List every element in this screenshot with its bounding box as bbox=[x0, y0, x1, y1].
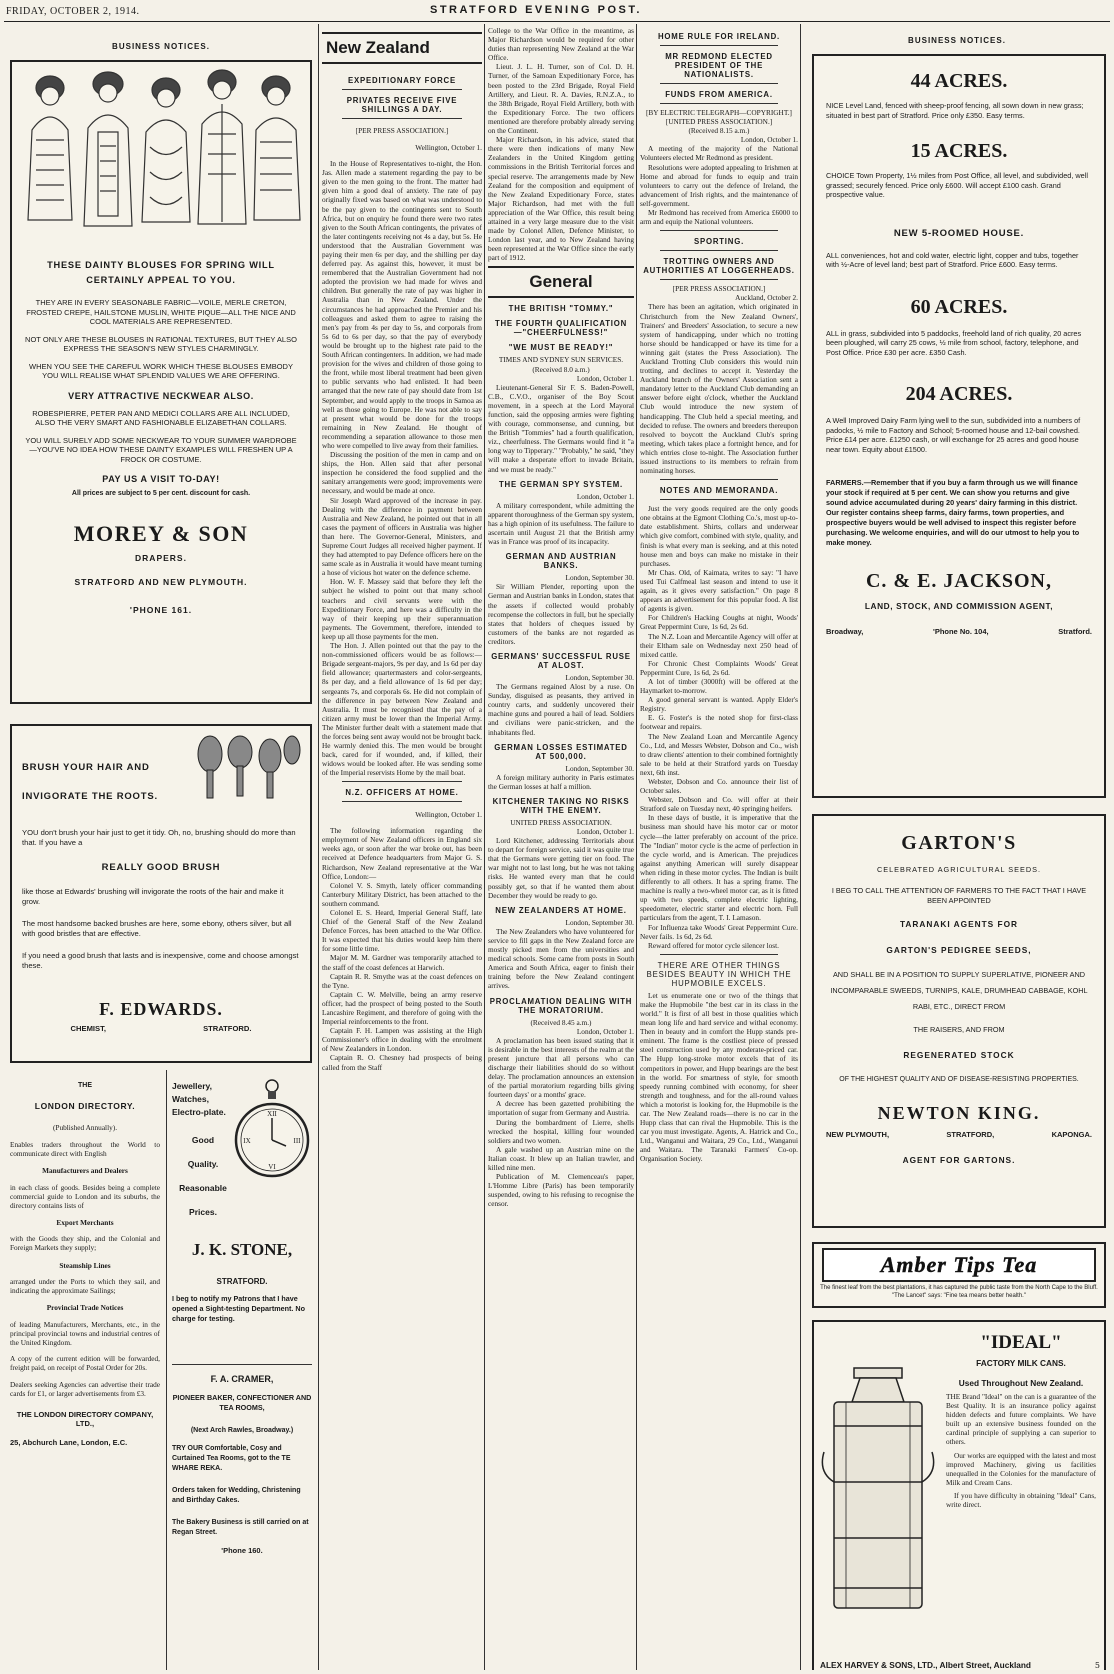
article-headline: THE GERMAN SPY SYSTEM. bbox=[498, 479, 624, 489]
received-time: (Received 8.15 a.m.) bbox=[688, 126, 750, 136]
note-item: The N.Z. Loan and Mercantile Agency will offer at their Eltham sale on Wednesday next 250 head of mixed cattle. bbox=[640, 631, 798, 659]
morey-son-advertisement bbox=[10, 60, 312, 704]
listing-body: NICE Level Land, fenced with sheep-proof fencing, all sown down in new grass; situated in best part of Stratford. Price only £350. Easy terms. bbox=[826, 101, 1084, 120]
article-paragraph: Sir Joseph Ward approved of the increase in pay. Dealing with the difference in payment between Australia and New Zealand, he pointed out that in all cases the payment of officers in Australia was higher than here. The Governor-General, Ministers, and Supreme Court Judges all received higher payment. If they had attempted to pay Defence officers here on the same scale as in Australia it would have meant turning a hose of vicious hot water on the defence scheme. bbox=[322, 495, 482, 578]
directory-text: Enables traders throughout the World to communicate direct with English bbox=[10, 1140, 160, 1159]
neckwear-paragraph: ROBESPIERRE, PETER PAN AND MEDICI COLLARS ARE ALL INCLUDED, ALSO THE VERY SMART AND FASHIONABLE ELIZABETHAN COLLARS. bbox=[32, 408, 290, 427]
note-item: E. G. Foster's is the noted shop for first-class footwear and repairs. bbox=[640, 713, 798, 732]
article-headline: HOME RULE FOR IRELAND. bbox=[658, 32, 780, 41]
article-paragraph: A meeting of the majority of the National Volunteers elected Mr Redmond as president. bbox=[640, 144, 798, 163]
article-paragraph: Let us enumerate one or two of the things that make the Hupmobile "the best car in its class in the world." It is first of all best in those qualities which mean long life and hard service and withal economy. Then in beauty and in comfort the Hupp stands pre-eminent. The frame is the costliest piece of pressed steel construction used by any moderate-priced car. The Hupp long-stroke motor excels that of its competitors in power, and Hupp bearings are the best in the world. For smartness of style, for smooth speedy running combined with economy, for sheer strength and toughness, and for the all-round values which a motorist is looking for, the Hupmobile is the car. The New Zealand roads—there is no car in the Hupp class that can rival the Hupmobile. This is the car you must investigate. Agents, A. Hatrick and Co., Ltd., Wanganui and Waitara, 29 Co., Ltd., Wanganui and Waitara. The Taranaki Farmers' Co-op. Organisation Society. bbox=[640, 990, 798, 1164]
article-paragraph: The following information regarding the employment of New Zealand officers in England six weeks ago, or soon after the war broke out, has been received at Defence headquarters from Major G. S. Richardson, New Zealand representative at the War Office, London:— bbox=[322, 826, 482, 881]
brush-paragraph: YOU don't brush your hair just to get it tidy. Oh, no, brushing should do more than that. If you have a bbox=[22, 828, 296, 847]
article-paragraph: Lieut. J. L. H. Turner, son of Col. D. H. Turner, of the Samoan Expeditionary Force, has been posted to the 23rd Brigade, Royal Field Artillery, and Lieut. R. A. Davies, R.N.Z.A., to the 38th Brigade, Royal Field Artillery, both with the Expeditionary Force. The two officers mentioned are therefore probably already serving on the Continent. bbox=[488, 62, 634, 136]
ideal-paragraph: THE Brand "Ideal" on the can is a guarantee of the Best Quality. It is an insurance policy against hidden defects and future complaints. We have built up an extensive business founded on the cardinal principle of supplying a can superior to others. bbox=[946, 1392, 1096, 1447]
page-header bbox=[0, 4, 1114, 20]
dateline: London, September 30. bbox=[565, 917, 634, 927]
article-paragraph: A foreign military authority in Paris estimates the German losses at half a million. bbox=[488, 772, 634, 791]
newton-king-agent: AGENT FOR GARTONS. bbox=[902, 1155, 1016, 1165]
dateline: London, October 1. bbox=[740, 135, 798, 145]
edwards-brush-advertisement bbox=[10, 724, 312, 1063]
article-paragraph: Major M. M. Gardner was temporarily attached to the staff of the coast defences at Harwich. bbox=[322, 953, 482, 972]
column-rule bbox=[318, 24, 319, 1670]
newton-king-town: NEW PLYMOUTH, bbox=[826, 1130, 890, 1139]
press-association: [PER PRESS ASSOCIATION.] bbox=[672, 284, 766, 294]
page-number: 5 bbox=[1094, 1661, 1100, 1670]
stone-notice: I beg to notify my Patrons that I have opened a Sight-testing Department. No charge for testing. bbox=[172, 1293, 305, 1323]
stone-items: Jewellery, Watches, Electro-plate. bbox=[172, 1081, 226, 1117]
section-heading: EXPEDITIONARY FORCE bbox=[348, 76, 456, 85]
gartons-title: GARTON'S bbox=[901, 832, 1017, 854]
listing-body: A Well Improved Dairy Farm lying well to the sun, subdivided into a numbers of padocks, ½ mile to Factory and School; 5-roomed house and 12-bail cowshed. Price £14 per acre. £1250 cash, or will exchange for 25 acres and good house near town. Equity about £1500. bbox=[826, 416, 1081, 454]
ideal-subtitle: FACTORY MILK CANS. bbox=[976, 1358, 1066, 1368]
article-headline: MR REDMOND ELECTED PRESIDENT OF THE NATIONALISTS. bbox=[665, 52, 773, 79]
dateline: London, October 1. bbox=[576, 827, 634, 836]
article-paragraph: Captain R. O. Chesney had prospects of being called from the Staff bbox=[322, 1053, 482, 1072]
directory-text: Dealers seeking Agencies can advertise their trade cards for £1, or larger advertisements from £3. bbox=[10, 1379, 160, 1398]
article-paragraph: Hon. W. F. Massey said that before they left the subject he wished to point out that many school teachers and civil servants were with the Expeditionary Force, and here was a difficulty in the way of their keeping up their superannuation payments. The Government, therefore, intended to keep up all those payments for the men. bbox=[322, 577, 482, 641]
hupmobile-headline: THERE ARE OTHER THINGS BESIDES BEAUTY IN WHICH THE HUPMOBILE EXCELS. bbox=[646, 960, 792, 988]
brush-paragraph: If you need a good brush that lasts and is inexpensive, come and choose amongst these. bbox=[22, 951, 299, 970]
cramer-bakery: The Bakery Business is still carried on at Regan Street. bbox=[172, 1519, 309, 1536]
directory-subhead: Provincial Trade Notices bbox=[46, 1303, 124, 1313]
article-paragraph: The New Zealanders who have volunteered for service to fill gaps in the New Zealand force are mostly picked men from the universities and medical schools. Some came from posts in South America and South Africa, eager to finish their training before the New Zealand contingent arrives. bbox=[488, 926, 634, 991]
article-headline: GERMAN AND AUSTRIAN BANKS. bbox=[505, 552, 617, 571]
blouse-paragraph: NOT ONLY ARE THESE BLOUSES IN RATIONAL TEXTURES, BUT THEY ALSO EXPRESS THE SEASON'S NEW STYLES CHARMINGLY. bbox=[25, 334, 297, 353]
note-item: Mr Chas. Old, of Kaimata, writes to say: "I have used Tui Calfmeal last season and intend to use it again, as it gives every satisfaction." On page 8 appears an advertisement for this popular food. A list of agents is given. bbox=[640, 567, 798, 614]
article-headline: NEW ZEALANDERS AT HOME. bbox=[495, 905, 627, 915]
article-paragraph: Publication of M. Clemenceau's paper, L'Homme Libre (Paris) has been temporarily suspended, owing to his refusing to recognise the censor. bbox=[488, 1172, 634, 1209]
neckwear-paragraph: YOU WILL SURELY ADD SOME NECKWEAR TO YOUR SUMMER WARDROBE—YOU'VE NO IDEA HOW THESE DAINTY EXAMPLES WILL FRESHEN UP A FROCK OR COSTUME. bbox=[25, 435, 297, 464]
gartons-text: THE RAISERS, AND FROM bbox=[913, 1025, 1005, 1034]
article-paragraph: The Germans regained Alost by a ruse. On Sunday, disguised as peasants, they arrived in country carts, and suddenly uncovered their machine guns and poured a hail of lead. Soldiers and civilians were panic-stricken, and the inhabitants fled. bbox=[488, 682, 634, 737]
header-rule bbox=[4, 21, 1110, 22]
listing-title: 44 ACRES. bbox=[910, 70, 1008, 92]
article-paragraph: Lieutenant-General Sir F. S. Baden-Powell, C.B., C.V.O., organiser of the Boy Scout movement, in a speech at the Lord Mayoral function, said the opposing armies were fighting with courage, commonsense, and cunning, but the British "Tommies" had a fourth qualification, viz., cheerfulness. The Germans would find it "a long way to Tipperary." "Probably," he said, "they will make a desperate effort to invade Britain, and we must be ready." bbox=[488, 382, 634, 474]
article-paragraph: A gale washed up an Austrian mine on the Italian coast. It blew up an Italian trawler, and killed nine men. bbox=[488, 1144, 634, 1172]
listing-title: 15 ACRES. bbox=[910, 140, 1008, 162]
blouse-illustration bbox=[12, 62, 306, 252]
directory-text: in each class of goods. Besides being a complete commercial guide to London and its suburbs, the directory contains lists of bbox=[10, 1182, 160, 1210]
blouse-headline: THESE DAINTY BLOUSES FOR SPRING WILL CERTAINLY APPEAL TO YOU. bbox=[47, 260, 275, 285]
wire-source: [BY ELECTRIC TELEGRAPH—COPYRIGHT.] [UNITED PRESS ASSOCIATION.] bbox=[645, 108, 792, 127]
article-paragraph: Colonel E. S. Heard, Imperial General Staff, late Chief of the General Staff of the New Zealand Defence Forces, has been attached to the War Office. It was expected that his duties would keep him there for some little time. bbox=[322, 907, 482, 954]
wire-source: TIMES AND SYDNEY SUN SERVICES. bbox=[498, 355, 624, 365]
directory-text: with the Goods they ship, and the Colonial and Foreign Markets they supply; bbox=[10, 1234, 160, 1253]
article-headline: PROCLAMATION DEALING WITH THE MORATORIUM. bbox=[489, 996, 633, 1015]
article-paragraph: A decree has been gazetted prohibiting the importation of sugar from Germany and Austria. bbox=[488, 1099, 634, 1118]
ideal-paragraph: If you have difficulty in obtaining "Ideal" Cans, write direct. bbox=[946, 1490, 1096, 1510]
note-item: For Children's Hacking Coughs at night, Woods' Great Peppermint Cure, 1s 6d, 2s 6d. bbox=[640, 613, 798, 632]
listing-body: CHOICE Town Property, 1½ miles from Post Office, all level, and subdivided, well grassed; securely fenced. Price only £600. Will accept £100 cash. Grand prospective value. bbox=[826, 171, 1088, 199]
newton-king-town: KAPONGA. bbox=[1051, 1130, 1092, 1139]
article-headline: GERMAN LOSSES ESTIMATED AT 500,000. bbox=[494, 742, 628, 761]
listing-body: ALL conveniences, hot and cold water, electric light, copper and tubs, together with ½-Acre of level land; best part of Stratford. Price £600. Easy terms. bbox=[826, 250, 1079, 269]
cramer-trade: PIONEER BAKER, CONFECTIONER AND TEA ROOMS, bbox=[172, 1393, 312, 1412]
note-item: In these days of bustle, it is imperative that the business man should have his motor car or motor cycle—the latter preferably on account of the price. The "Indian" motor cycle is the acme of perfection in the cycle world, and is American. The prejudices against anything American will surely disappear when riding in these motor cycles. The Indian is built differently to all others. It has a spring frame. The machine is really a two-wheel motor car, as it is fitted up with two speeds, complete electric lighting, speedometer, electric starter and electric horn. Full particulars from the agent, T. I. Lamason. bbox=[640, 813, 798, 923]
press-association: [PER PRESS ASSOCIATION.] bbox=[355, 126, 449, 136]
stone-town: STRATFORD. bbox=[216, 1276, 268, 1286]
gartons-text: OF THE HIGHEST QUALITY AND OF DISEASE-RESISTING PROPERTIES. bbox=[839, 1076, 1079, 1083]
gartons-text: REGENERATED STOCK bbox=[903, 1050, 1015, 1060]
directory-subhead: Manufacturers and Dealers bbox=[42, 1166, 128, 1176]
note-item: The New Zealand Loan and Mercantile Agency Co., Ltd, and Messrs Webster, Dobson and Co., wish to draw clients' attention to their combined fortnightly sale to be held at their Stratford yards on Tuesday next, 6th inst. bbox=[640, 731, 798, 777]
dateline: Auckland, October 2. bbox=[735, 293, 798, 303]
article-headline: "WE MUST BE READY!" bbox=[508, 343, 614, 353]
stone-good: Good bbox=[191, 1135, 215, 1145]
column-rule bbox=[636, 24, 637, 1670]
article-paragraph: Colonel V. S. Smyth, lately officer commanding Canterbury Military District, has been attached to the southern command. bbox=[322, 880, 482, 908]
brushes-illustration bbox=[192, 732, 302, 804]
directory-title: LONDON DIRECTORY. bbox=[34, 1101, 136, 1111]
article-paragraph: Major Richardson, in his advice, stated that there were then indications of many New Zealanders in the United Kingdom getting commissions in the British Territorial forces and special reserve. The arrangements made by New Zealand for the composition and equipment of the New Zealand Expeditionary Force, states Major Richardson, had met with the full appreciation of the War Office, this result being attained in a very large measure due to the visit made by Colonel Allen, Defence Minister, to London last year, and to New Zealand having been represented at the War Office since the early part of 1912. bbox=[488, 135, 634, 263]
jackson-subtitle: LAND, STOCK, AND COMMISSION AGENT, bbox=[864, 601, 1054, 611]
morey-son-name: MOREY & SON bbox=[73, 521, 249, 546]
column-5 bbox=[804, 24, 1110, 1670]
ideal-firm: ALEX HARVEY & SONS, LTD., Albert Street, Auckland bbox=[820, 1660, 1031, 1670]
article-headline: THE FOURTH QUALIFICATION—"CHEERFULNESS!" bbox=[494, 319, 628, 338]
dateline: London, October 1. bbox=[576, 1026, 634, 1036]
article-paragraph: Sir William Plender, reporting upon the German and Austrian banks in London, states that the assets if collected would probably recompense the collectors in full, but he specially states that holders of cheques issued by customers of the banks are not regarded as creditors. bbox=[488, 582, 634, 646]
article-headline: FUNDS FROM AMERICA. bbox=[665, 90, 773, 99]
ideal-used: Used Throughout New Zealand. bbox=[958, 1378, 1084, 1388]
sporting-heading: SPORTING. bbox=[693, 237, 745, 247]
stone-jeweller-advertisement bbox=[172, 1074, 312, 1364]
cramer-cakes: Orders taken for Wedding, Christening and Birthday Cakes. bbox=[172, 1487, 301, 1504]
article-paragraph: In the House of Representatives to-night, the Hon. Jas. Allen made a statement regarding the pay to be given to the men going to the front. The matter had given him a good deal of anxiety. The rate of pay originally fixed was based on what was understood to be the pay given to the contingents sent to South Africa, but on enquiry he found there were two rates given to the South African contingents, the privates of the later contingents receiving not 4s a day, but 5s. He understood that the Australian Government was paying their men 6s per day, and the shilling per day deferred pay. As against this, however, it must be remembered that the Australian Government had not adopted the provision we had made for wives and children. But generally the rate of pay was higher in Australia than in New Zealand. Under the circumstances he had approached the Premier and his colleagues and asked them to agree to raising the men's pay from 4s per day to 5s, and corporals from 5s 6d to 6s per day, so that the pay of everybody would be brought up to the highest rate paid to the South African contingenters. In addition, we had made provision for the wives and children of those going to the front, while most liberal treatment had been given to public servants who had enlisted. It had been arranged that the new rate of pay should date from 1st September, and would apply to the troops in Samoa as well as those going to Europe. He was not able to say at present what would be done for the troops remaining in New Zealand. He thought of recommending a separation allowance to those men who were compelled to live away from their families. bbox=[322, 159, 482, 450]
jackson-phone: 'Phone No. 104, bbox=[933, 627, 989, 636]
cramer-bakery-advertisement bbox=[172, 1370, 312, 1670]
column-3 bbox=[488, 24, 634, 1670]
phone-label: 'PHONE 161. bbox=[129, 605, 193, 615]
gartons-subtitle: CELEBRATED AGRICULTURAL SEEDS. bbox=[876, 865, 1042, 874]
directory-address: 25, Abchurch Lane, London, E.C. bbox=[10, 1437, 128, 1447]
received-time: (Received 8.0 a.m.) bbox=[532, 364, 590, 374]
gartons-text: AND SHALL BE IN A POSITION TO SUPPLY SUPERLATIVE, PIONEER AND INCOMPARABLE SWEEDS, TURNIPS, KALE, DRUMHEAD CABBAGE, KOHL RABI, ETC., DIRECT FROM bbox=[830, 970, 1088, 1011]
issue-date: FRIDAY, OCTOBER 2, 1914. bbox=[6, 6, 140, 17]
column-1 bbox=[6, 24, 316, 1670]
listing-body: ALL in grass, subdivided into 5 paddocks, freehold land of rich quality, 20 acres been ploughed, will carry 25 cows, ½ mile from school, factory, telephone, and Post Office. Price £30 per acre. £350 Cash. bbox=[826, 328, 1082, 357]
newton-king-name: NEWTON KING. bbox=[877, 1103, 1041, 1123]
general-section-title: General bbox=[529, 272, 593, 292]
note-item: Webster, Dobson and Co. announce their list of October sales. bbox=[640, 777, 798, 796]
note-item: Reward offered for motor cycle silencer lost. bbox=[648, 940, 779, 950]
column-2 bbox=[322, 24, 482, 1670]
farmers-notice: FARMERS.—Remember that if you buy a farm through us we will finance your stock if required at 5 per cent. We can show you returns and give sound advice accumulated during 20 years' dairy farming in this district. Our register contains sheep farms, dairy farms, town properties, and prospective buyers would be well advised to inspect this register before purchasing. We welcome enquiries, and will do our utmost to help you to make money. bbox=[826, 478, 1080, 547]
article-paragraph: During the bombardment of Lierre, shells wrecked the hospital, killing four wounded soldiers and two women. bbox=[488, 1117, 634, 1145]
neckwear-headline: VERY ATTRACTIVE NECKWEAR ALSO. bbox=[68, 390, 254, 401]
article-paragraph: A proclamation has been issued stating that it is desirable in the best interests of the realm at the present juncture that all persons who can discharge their liabilities should do so without delay. The proclamation announces an extension of the partial moratorium regarding bills giving fourteen days' or a months' grace. bbox=[488, 1035, 634, 1100]
article-paragraph: There has been an agitation, which originated in Christchurch from the New Zealand Owners', Trainers' and Breeders' Association, to secure a new system of handicapping, under which no trotting horse should be handicapped or have its time for a winning gait (states the Press Association). The Auckland Trotting Club considers this would ruin trotting, and declines to accept it. Yesterday the Auckland branch of the Owners' Association sent a mandatory letter to the Auckland Club demanding an answer before eight o'clock, whether the Auckland Club would introduce the new system of handicapping. The Club held a special meeting, and decided to refuse. The owners and breeders thereupon resolved to boycott the Auckland Club's spring meeting, which takes place a fortnight hence, and for which entries close to-night. The Association further issued instructions to its members to refrain from nominating horses. bbox=[640, 302, 798, 476]
received-time: (Received 8.45 a.m.) bbox=[530, 1017, 592, 1027]
directory-subhead: Export Merchants bbox=[56, 1217, 114, 1227]
amber-tips-tagline: The finest leaf from the best plantations, it has captured the public taste from the North Cape to the Bluff. "The Lancet" says: "Fine tea means better health." bbox=[820, 1285, 1098, 1299]
amber-tips-tea-advertisement bbox=[812, 1242, 1106, 1308]
article-paragraph: Mr Redmond has received from America £6000 to arm and equip the National volunteers. bbox=[640, 208, 798, 227]
article-paragraph: Captain F. H. Lampen was assisting at the High Commissioner's office in dealing with the enrolment of New Zealanders in London. bbox=[322, 1026, 482, 1054]
article-paragraph: Captain R. R. Smythe was at the coast defences on the Tyne. bbox=[322, 971, 482, 990]
stone-reasonable: Reasonable bbox=[179, 1183, 227, 1193]
article-headline: PRIVATES RECEIVE FIVE SHILLINGS A DAY. bbox=[346, 96, 458, 114]
new-zealand-title: New Zealand bbox=[326, 38, 430, 57]
discount-note: All prices are subject to 5 per cent. discount for cash. bbox=[71, 490, 251, 497]
jackson-address: Broadway, bbox=[826, 627, 864, 636]
dateline: Wellington, October 1. bbox=[415, 809, 482, 819]
svg-text:XII: XII bbox=[267, 1110, 277, 1118]
ideal-title: "IDEAL" bbox=[980, 1332, 1062, 1353]
article-headline: N.Z. OFFICERS AT HOME. bbox=[345, 788, 459, 798]
gartons-text: TARANAKI AGENTS FOR bbox=[899, 919, 1019, 929]
column-rule bbox=[800, 24, 801, 1670]
gartons-text: I BEG TO CALL THE ATTENTION OF FARMERS TO THE FACT THAT I HAVE BEEN APPOINTED bbox=[831, 886, 1087, 905]
blouse-paragraph: THEY ARE IN EVERY SEASONABLE FABRIC—VOILE, MERLE CRETON, FROSTED CREPE, HAILSTONE MUSLIN, WHITE PIQUE—ALL THE NICE AND COOL MATERIALS ARE REPRESENTED. bbox=[26, 298, 296, 326]
article-paragraph: The Hon. J. Allen pointed out that the pay to the non-commissioned officers would be as follows:—Brigade sergeant-majors, 9s per day, and 1s 6d per day field allowance; quartermasters and color-sergeants, 8s per day, and a field allowance of 1s 6d per day; sergeants 7s, and corporals 6s. He did not complain of the difference in pay between New Zealand and Australia. It must be recognised that the pay of a citizen army must be lower than the Imperial Army. The Minister further dealt with a statement made that the forces being sent away would not be brought back. He warmly denied this. The men would be brought back, cared for if wounded, and, if killed, their widows would be looked after. He was sending some of the Imperial reservists Home by the mail boat. bbox=[322, 641, 482, 778]
brush-paragraph: The most handsome backed brushes are here, some ebony, others silver, but all with good bristles that are effective. bbox=[22, 919, 292, 938]
dateline: London, September 30. bbox=[565, 763, 634, 773]
business-notices-label: BUSINESS NOTICES. bbox=[112, 42, 210, 51]
brush-headline: BRUSH YOUR HAIR AND bbox=[22, 762, 150, 773]
stratford-label: STRATFORD. bbox=[203, 1024, 252, 1033]
cramer-phone: 'Phone 160. bbox=[221, 1546, 263, 1555]
dateline: London, September 30. bbox=[565, 672, 634, 682]
listing-title: NEW 5-ROOMED HOUSE. bbox=[893, 227, 1025, 239]
jackson-land-agent-advertisement bbox=[812, 54, 1106, 798]
note-item: A lot of timber (3000ft) will be offered at the Haymarket to-morrow. bbox=[640, 676, 798, 696]
london-directory-advertisement bbox=[10, 1074, 160, 1670]
note-item: For Chronic Chest Complaints Woods' Great Peppermint Cure, 1s 6d, 2s 6d. bbox=[640, 658, 798, 677]
column-rule bbox=[484, 24, 485, 1670]
directory-text: arranged under the Ports to which they sail, and indicating the approximate Sailings; bbox=[10, 1276, 160, 1296]
towns-label: STRATFORD AND NEW PLYMOUTH. bbox=[74, 577, 248, 587]
note-item: For Influenza take Woods' Great Peppermint Cure. Never fails. 1s 6d, 2s 6d. bbox=[640, 922, 798, 941]
stone-prices: Prices. bbox=[189, 1207, 217, 1217]
note-item: Webster, Dobson and Co. will offer at their Stratford sale on Tuesday next, 40 springing heifers. bbox=[640, 795, 798, 814]
wire-source: UNITED PRESS ASSOCIATION. bbox=[510, 817, 612, 827]
brush-paragraph: like those at Edwards' brushing will invigorate the roots of the hair and make it grow. bbox=[22, 887, 284, 906]
svg-text:III: III bbox=[293, 1137, 301, 1145]
gartons-seeds-advertisement bbox=[812, 814, 1106, 1228]
amber-tips-logo: Amber Tips Tea bbox=[822, 1248, 1096, 1282]
article-paragraph: Resolutions were adopted appealing to Irishmen at Home and abroad for funds to equip and train volunteers to carry out the defence of Ireland, the advancement of Irish rights, and the maintenance of self-government. bbox=[640, 162, 798, 208]
directory-text: A copy of the current edition will be forwarded, freight paid, on receipt of Postal Order for 20s. bbox=[10, 1354, 160, 1373]
stone-quality: Quality. bbox=[187, 1159, 219, 1169]
article-headline: THE BRITISH "TOMMY." bbox=[508, 304, 614, 314]
edwards-name: F. EDWARDS. bbox=[99, 999, 223, 1019]
ideal-paragraph: Our works are equipped with the latest and most improved Machinery, giving us facilities unequalled in the Colonies for the manufacture of Milk and Cream Cans. bbox=[946, 1450, 1096, 1487]
cramer-name: F. A. CRAMER, bbox=[210, 1374, 274, 1384]
newton-king-town: STRATFORD, bbox=[946, 1130, 995, 1139]
article-paragraph: A military correspondent, while admitting the apparent thoroughness of the German spy system, has a high opinion of its usefulness. The failure to ascertain until August 21 that the British army was in France was proof of its incapacity. bbox=[488, 500, 634, 547]
note-item: Just the very goods required are the only goods one obtains at the Egmont Clothing Co.'s, most up-to-date establishment. Shirts, collars and underwear which give comfort, combined with style, quality, and finish is what every man is seeking, and at this noted house men and boys can make no mistake in their purchases. bbox=[640, 504, 798, 568]
milk-can-illustration bbox=[820, 1362, 936, 1622]
article-headline: TROTTING OWNERS AND AUTHORITIES AT LOGGERHEADS. bbox=[643, 257, 795, 276]
svg-text:IX: IX bbox=[243, 1137, 251, 1145]
dateline: London, September 30. bbox=[565, 573, 634, 583]
dateline: London, October 1. bbox=[576, 491, 634, 501]
article-headline: KITCHENER TAKING NO RISKS WITH THE ENEMY. bbox=[492, 796, 630, 815]
blouse-paragraph: WHEN YOU SEE THE CAREFUL WORK WHICH THESE BLOUSES EMBODY YOU WILL REALISE WHAT SPLENDID VALUES WE ARE OFFERING. bbox=[29, 361, 293, 380]
directory-text: of leading Manufacturers, Merchants, etc., in the principal provincial towns and industrial centres of the United Kingdom. bbox=[10, 1319, 160, 1347]
notes-heading: NOTES AND MEMORANDA. bbox=[659, 486, 779, 496]
dateline: London, October 1. bbox=[576, 373, 634, 383]
svg-text:VI: VI bbox=[268, 1163, 276, 1171]
directory-subhead: Steamship Lines bbox=[59, 1260, 111, 1270]
column-4 bbox=[640, 24, 798, 1670]
gartons-text: GARTON'S PEDIGREE SEEDS, bbox=[886, 945, 1032, 955]
cramer-location: (Next Arch Rawles, Broadway.) bbox=[190, 1427, 294, 1434]
article-paragraph: Discussing the position of the men in camp and on ships, the Hon. Allen said that after personal inspection he considered the food supplied and the sanitary arrangements were good; improvements were necessary, and would be made at once. bbox=[322, 450, 482, 496]
directory-published: (Published Annually). bbox=[52, 1123, 118, 1132]
drapers-label: DRAPERS. bbox=[135, 553, 187, 563]
brush-headline: INVIGORATE THE ROOTS. bbox=[22, 791, 158, 802]
listing-title: 60 ACRES. bbox=[910, 295, 1008, 318]
chemist-label: CHEMIST, bbox=[70, 1024, 106, 1033]
directory-the: THE bbox=[78, 1082, 92, 1089]
article-paragraph: Captain C. W. Melville, being an army reserve officer, had the prospect of being posted to the South Lancashire Regiment, and therefore of going with the Imperial reinforcements to the front. bbox=[322, 989, 482, 1027]
jackson-name: C. & E. JACKSON, bbox=[865, 570, 1052, 592]
visit-today: PAY US A VISIT TO-DAY! bbox=[102, 474, 220, 484]
cramer-tearooms: TRY OUR Comfortable, Cosy and Curtained Tea Rooms, got to the TE WHARE REKA. bbox=[172, 1445, 291, 1472]
listing-title: 204 ACRES. bbox=[905, 383, 1013, 405]
pocket-watch-icon bbox=[234, 1078, 310, 1198]
business-notices-label: BUSINESS NOTICES. bbox=[908, 36, 1006, 45]
article-paragraph: Lord Kitchener, addressing Territorials about to depart for foreign service, said it was quite true that the Germans were getting tier on food. The war might not to last long, but he was not taking risks. He wanted every man that he could possibly get, so that if he wanted them about December they would be ready to go. bbox=[488, 836, 634, 900]
note-item: A good general servant is wanted. Apply Elder's Registry. bbox=[640, 695, 798, 714]
masthead: STRATFORD EVENING POST. bbox=[430, 4, 642, 16]
ideal-milk-cans-advertisement bbox=[812, 1320, 1106, 1670]
article-paragraph: College to the War Office in the meantime, as Major Richardson would be required for other duties than representing New Zealand at the War Office. bbox=[488, 26, 634, 63]
directory-company: THE LONDON DIRECTORY COMPANY, LTD., bbox=[16, 1409, 154, 1428]
dateline: Wellington, October 1. bbox=[415, 142, 482, 152]
jackson-town: Stratford. bbox=[1058, 627, 1092, 636]
stone-name: J. K. STONE, bbox=[191, 1239, 293, 1259]
good-brush-label: REALLY GOOD BRUSH bbox=[101, 862, 221, 873]
article-headline: GERMANS' SUCCESSFUL RUSE AT ALOST. bbox=[491, 651, 631, 670]
